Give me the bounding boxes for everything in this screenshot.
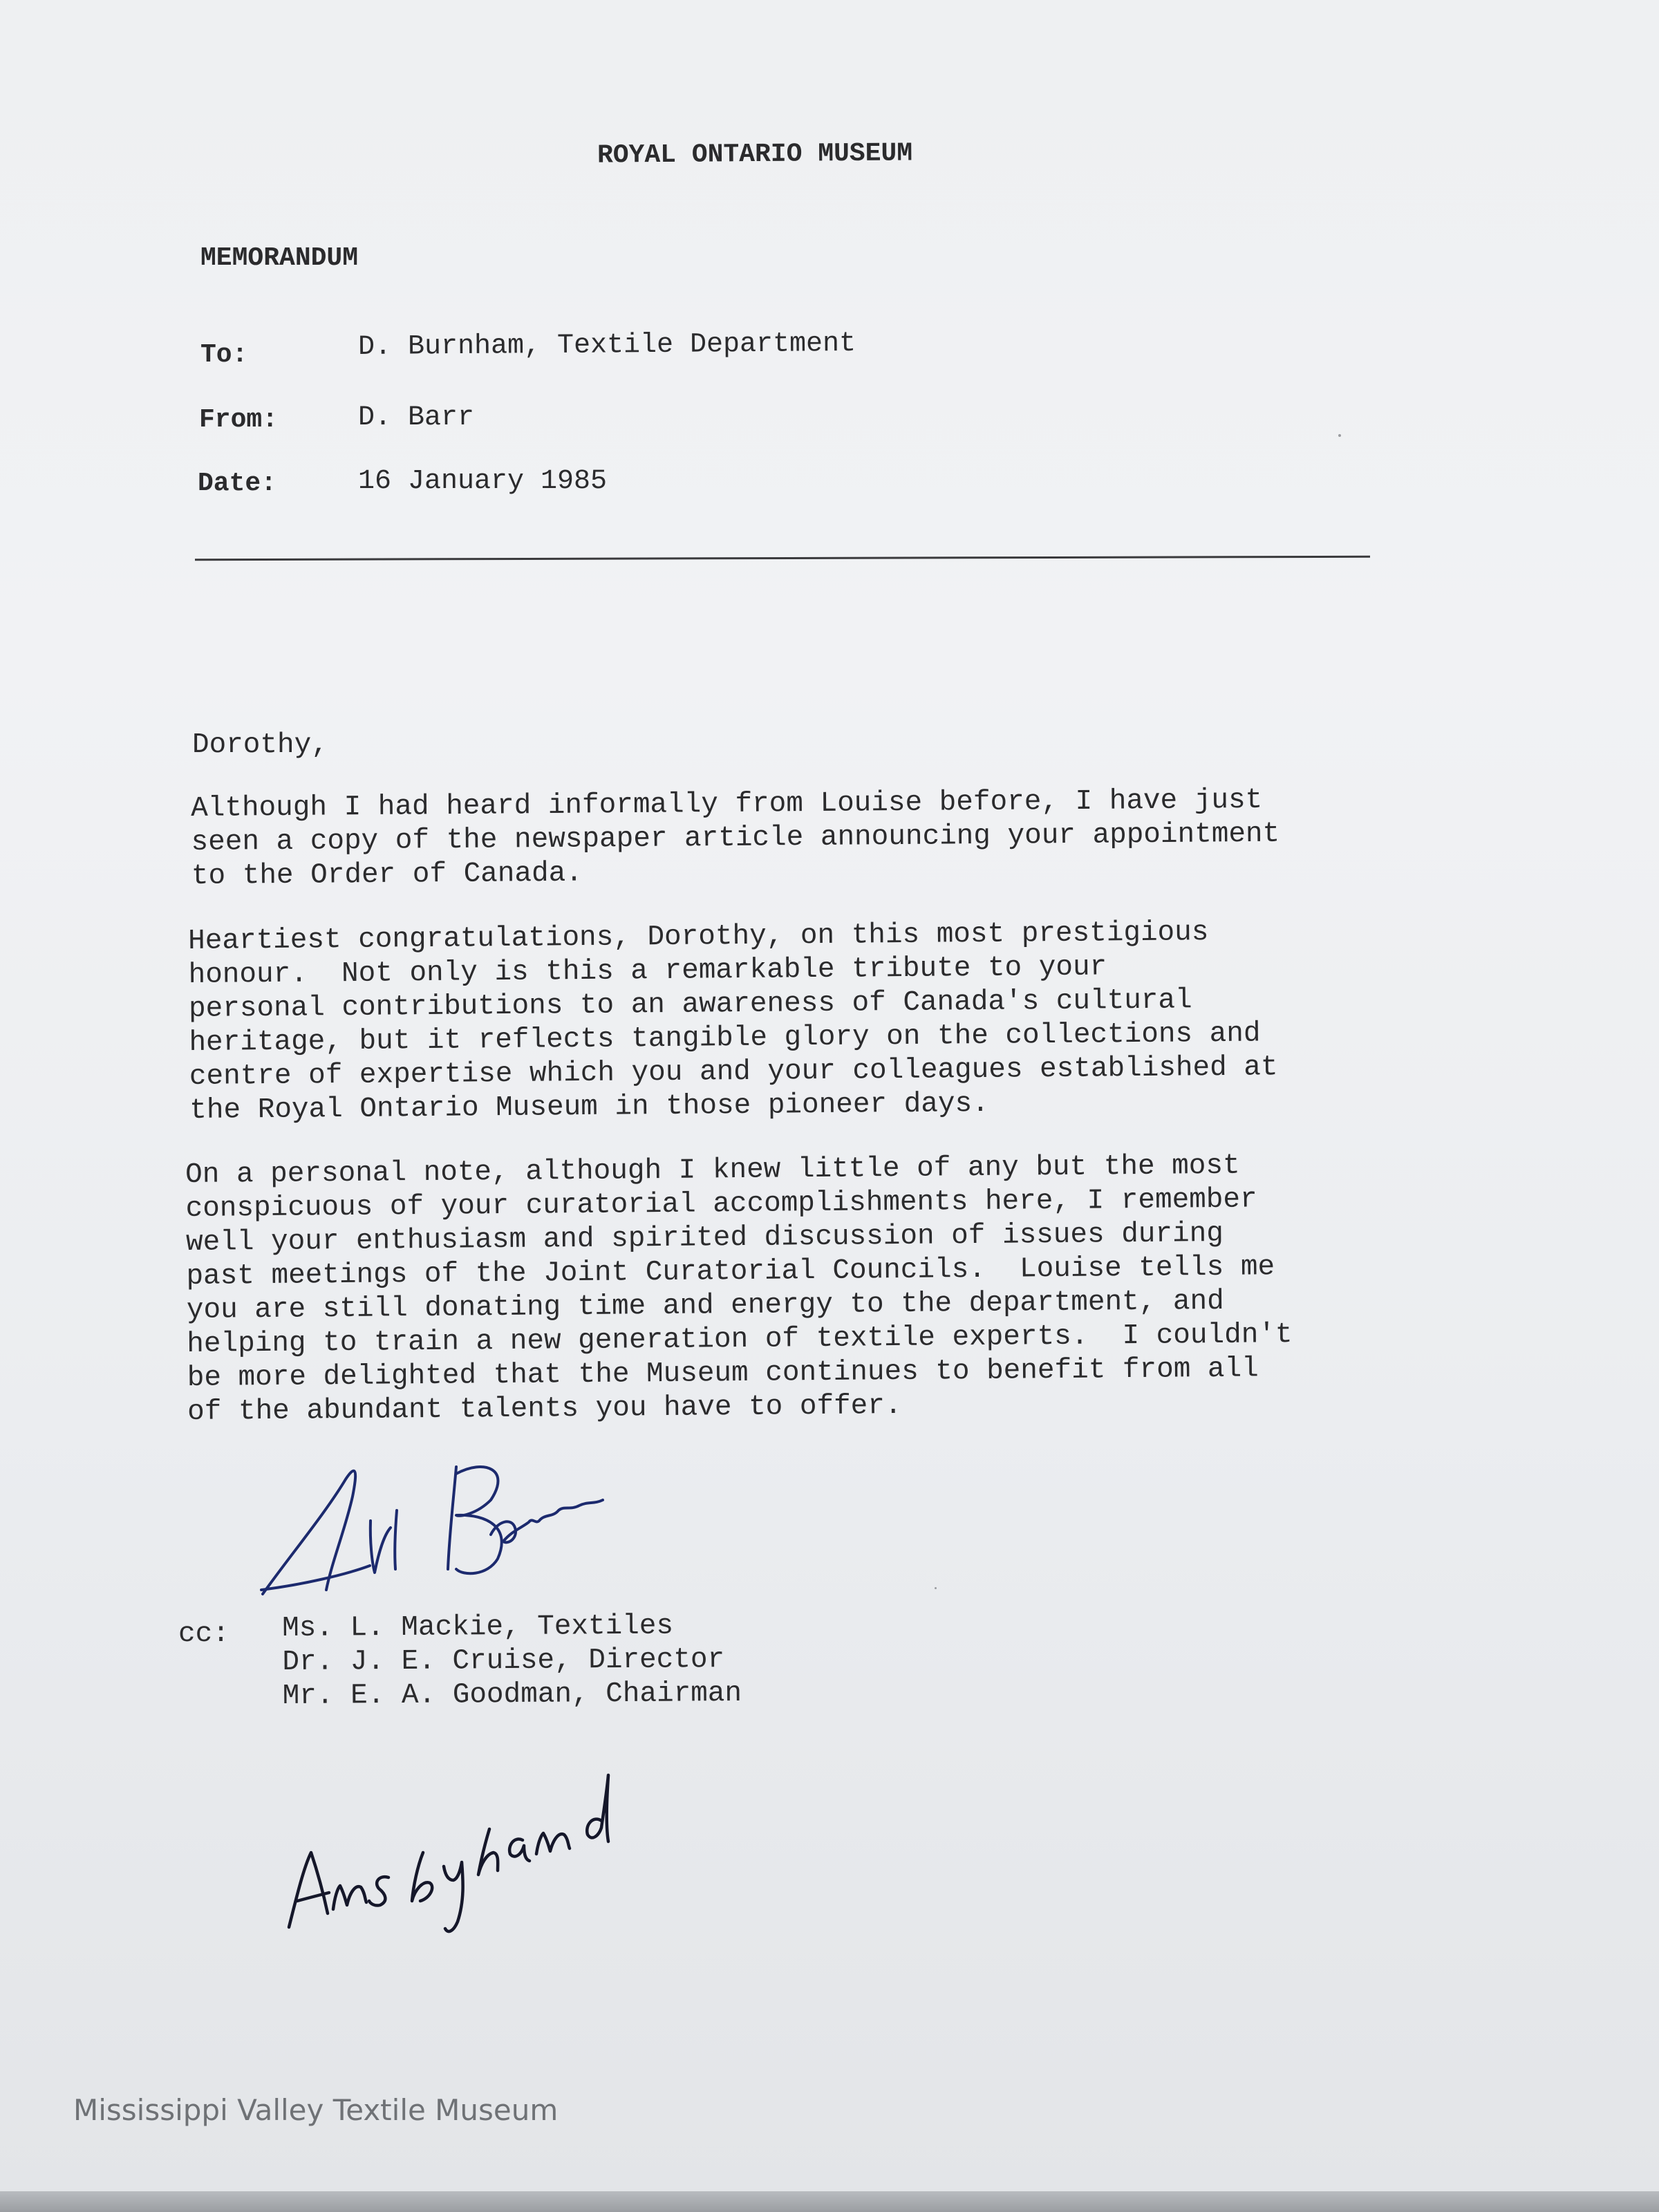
cc-label: cc: — [178, 1618, 229, 1650]
paragraph-line: Although I had heard informally from Louise before, I have just — [191, 784, 1263, 825]
paragraph-line: seen a copy of the newspaper article announcing your appointment — [191, 818, 1280, 859]
date-value: 16 January 1985 — [358, 466, 608, 497]
paragraph-line: to the Order of Canada. — [191, 857, 583, 892]
header-divider — [195, 556, 1370, 561]
paragraph-1 — [191, 784, 1280, 894]
paragraph-line: conspicuous of your curatorial accomplishments here, I remember — [185, 1183, 1257, 1225]
to-label: To: — [200, 340, 248, 370]
paragraph-line: be more delighted that the Museum continues to benefit from all — [187, 1353, 1259, 1394]
cc-recipient: Mr. E. A. Goodman, Chairman — [282, 1677, 742, 1712]
paragraph-2 — [188, 915, 1278, 1128]
paragraph-3 — [185, 1149, 1293, 1430]
paper-speck — [1338, 434, 1341, 437]
paragraph-line: heritage, but it reflects tangible glory on the collections and — [189, 1018, 1261, 1059]
paper-bottom-edge — [0, 2191, 1659, 2212]
salutation: Dorothy, — [192, 729, 328, 761]
cc-recipient: Dr. J. E. Cruise, Director — [282, 1644, 725, 1678]
paragraph-line: On a personal note, although I knew little of any but the most — [185, 1150, 1240, 1191]
paragraph-line: well your enthusiasm and spirited discussion of issues during — [185, 1217, 1224, 1259]
from-value: D. Barr — [358, 402, 475, 433]
paragraph-line: you are still donating time and energy to the department, and — [186, 1285, 1224, 1327]
paragraph-line: Heartiest congratulations, Dorothy, on this most prestigious — [188, 917, 1209, 957]
watermark: Mississippi Valley Textile Museum — [73, 2093, 559, 2127]
paragraph-line: helping to train a new generation of textile experts. I couldn't — [187, 1319, 1293, 1360]
paragraph-line: personal contributions to an awareness of Canada's cultural — [188, 984, 1192, 1025]
paper-speck — [935, 1587, 937, 1589]
paragraph-line: past meetings of the Joint Curatorial Councils. Louise tells me — [186, 1251, 1275, 1293]
from-label: From: — [199, 405, 279, 435]
paragraph-line: centre of expertise which you and your colleagues established at — [189, 1051, 1278, 1093]
paragraph-line: honour. Not only is this a remarkable tribute to your — [188, 951, 1107, 991]
memorandum-label: MEMORANDUM — [200, 243, 359, 273]
date-label: Date: — [198, 469, 277, 498]
to-value: D. Burnham, Textile Department — [357, 328, 856, 363]
paragraph-line: of the abundant talents you have to offer. — [187, 1389, 902, 1428]
handwritten-note — [270, 1694, 643, 1942]
institution-heading: ROYAL ONTARIO MUSEUM — [597, 138, 913, 171]
cc-recipient: Ms. L. Mackie, Textiles — [282, 1610, 674, 1644]
paragraph-line: the Royal Ontario Museum in those pioneer days. — [189, 1087, 989, 1127]
handwritten-signature — [249, 1431, 608, 1604]
